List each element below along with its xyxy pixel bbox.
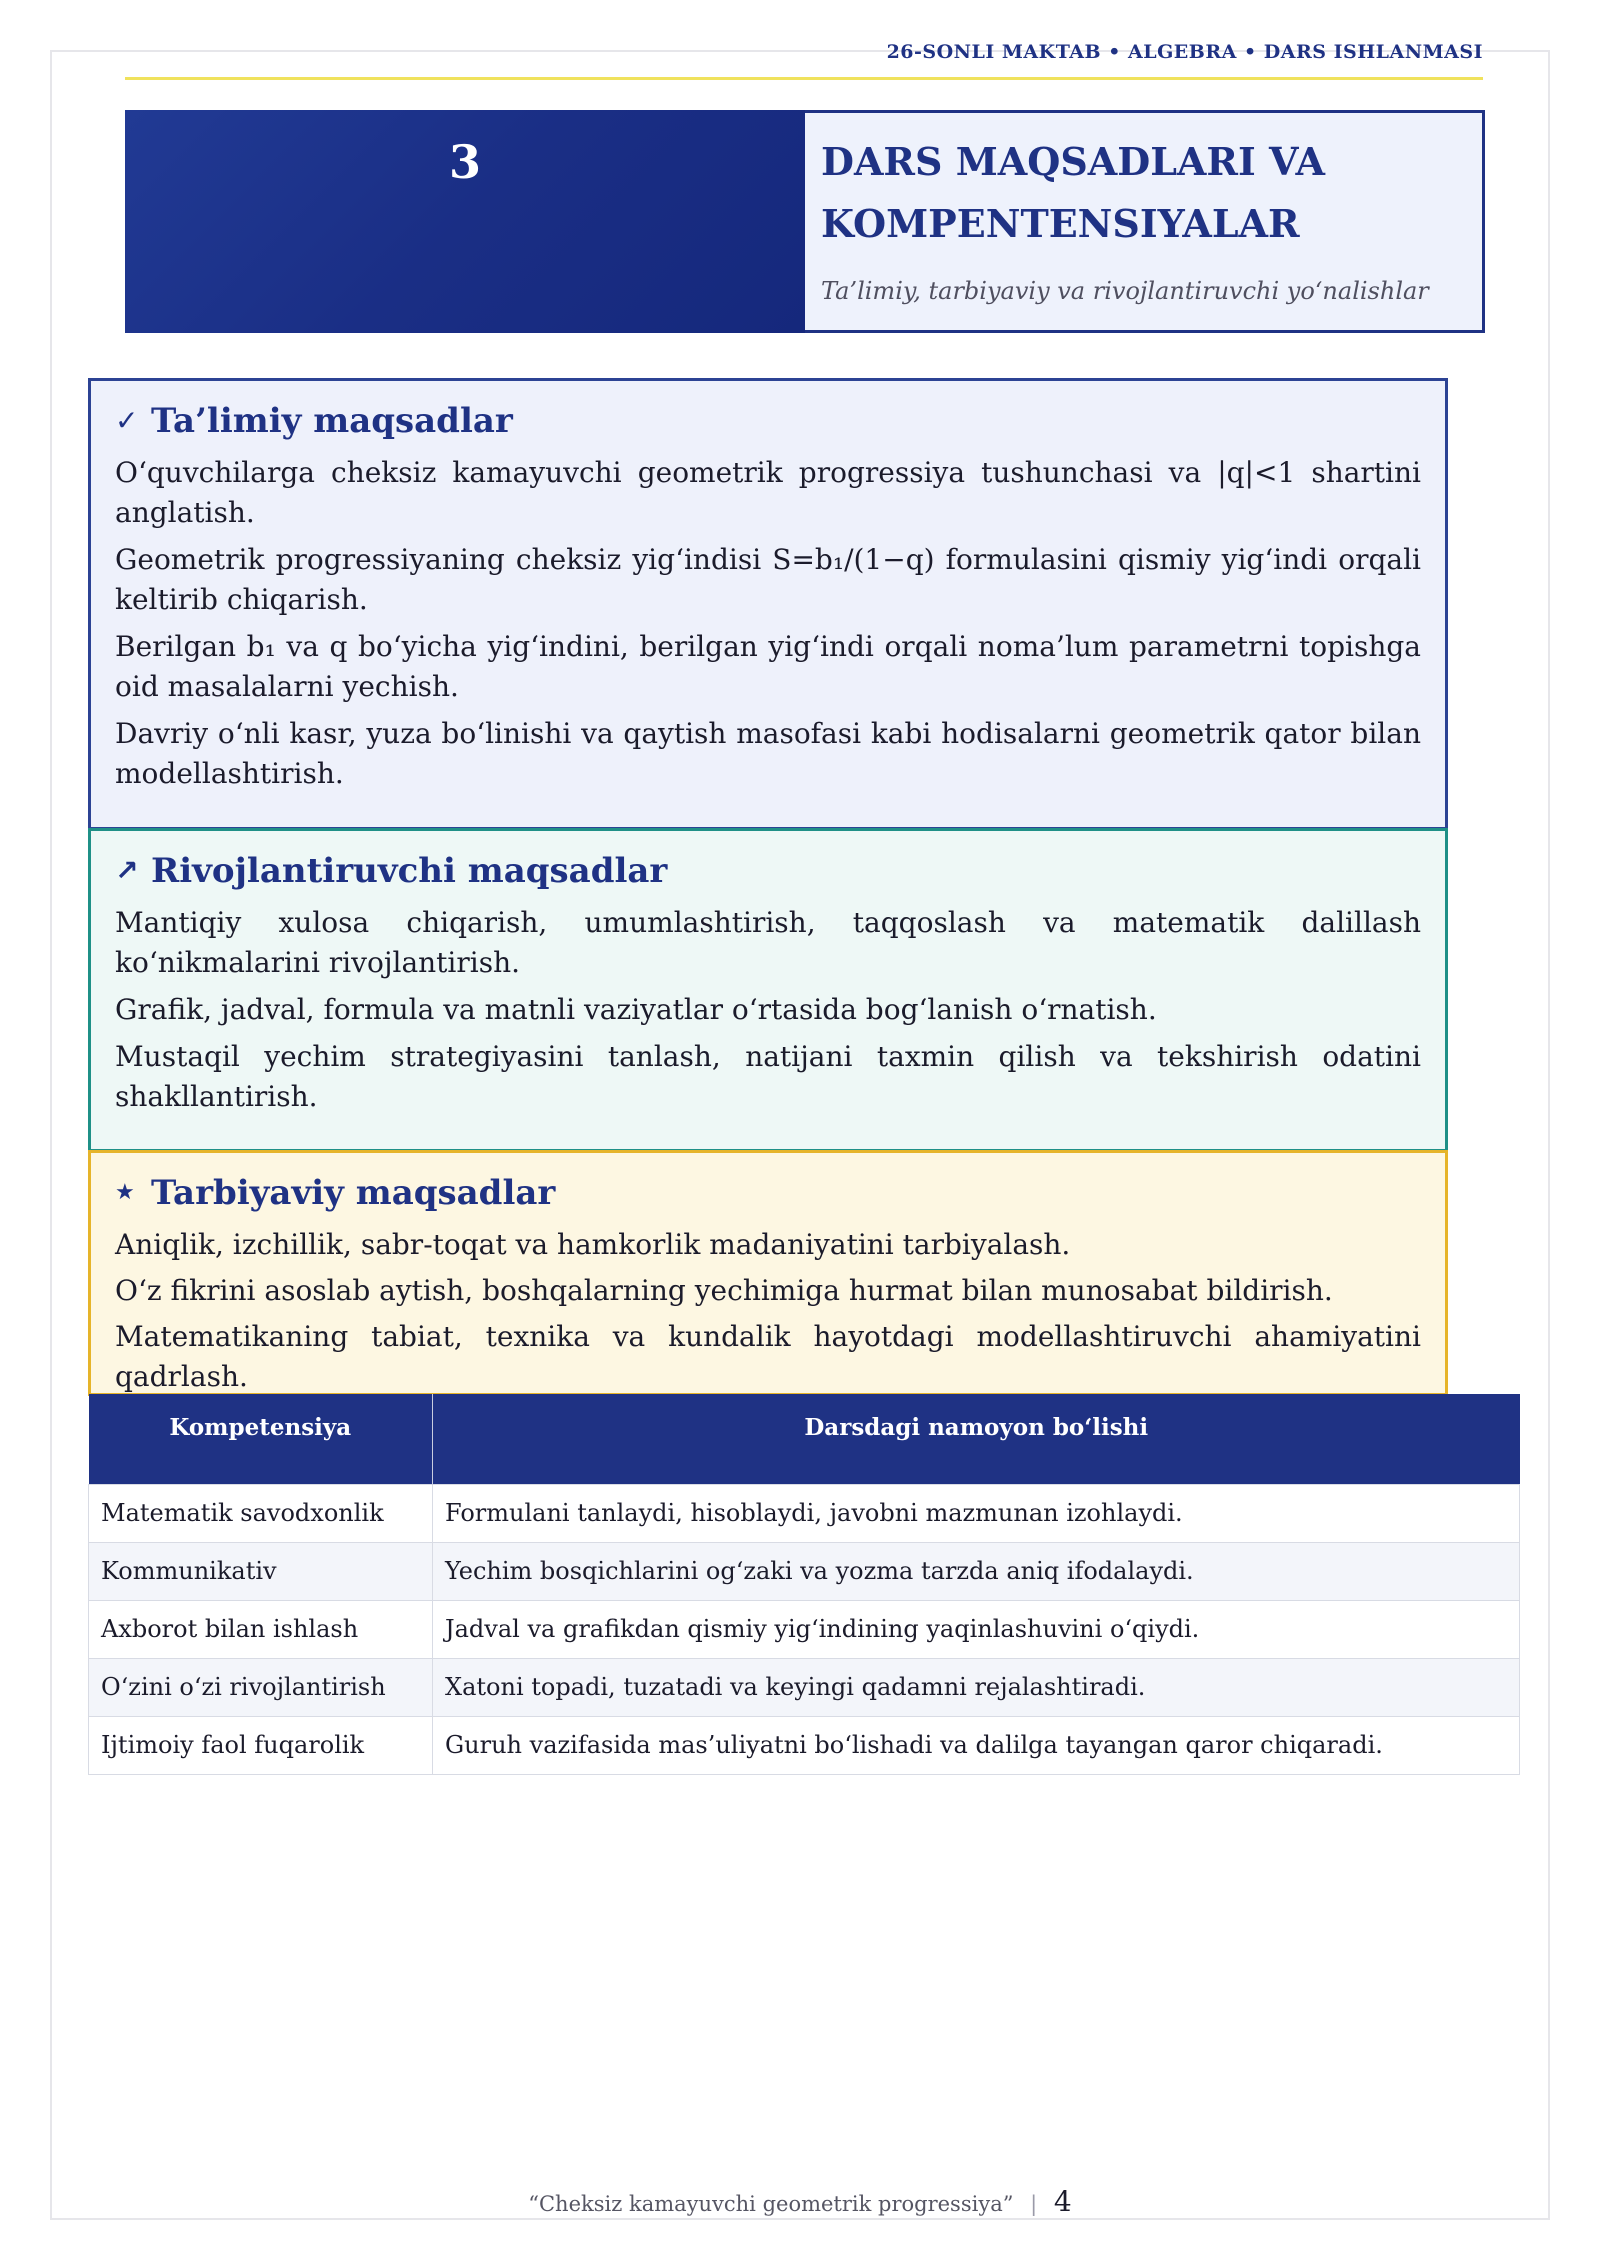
table-row [89, 1658, 1520, 1716]
table-row [89, 1484, 1520, 1542]
card-title-text: Tarbiyaviy maqsadlar [151, 1173, 556, 1213]
table-row [89, 1716, 1520, 1774]
developmental-goals-title [115, 849, 1421, 893]
star-icon: ★ [115, 1180, 135, 1205]
chapter-title: DARS MAQSADLARI VA KOMPENTENSIYALAR [821, 139, 1326, 246]
running-header: 26-SONLI MAKTAB • ALGEBRA • DARS ISHLANMASI [886, 41, 1483, 63]
goal-item: Mustaqil yechim strategiyasini tanlash, natijani taxmin qilish va tekshirish odatini shakllantirish. [115, 1040, 1421, 1113]
goal-item: O‘z fikrini asoslab aytish, boshqalarning yechimiga hurmat bilan munosabat bildirish. [115, 1274, 1333, 1307]
chapter-title-box [805, 110, 1485, 333]
goal-item: Berilgan b₁ va q bo‘yicha yig‘indini, berilgan yig‘indi orqali noma’lum parametrni topishga oid masalalarni yechish. [115, 630, 1421, 703]
chapter-number: 3 [448, 135, 481, 189]
manifestation-cell: Guruh vazifasida mas’uliyatni bo‘lishadi va dalilga tayangan qaror chiqaradi. [433, 1716, 1520, 1774]
upbringing-goals-title [115, 1171, 1421, 1215]
table-row [89, 1542, 1520, 1600]
trend-arrow-icon: ↗ [115, 854, 139, 887]
column-header-manifestation: Darsdagi namoyon bo‘lishi [433, 1394, 1520, 1484]
check-icon: ✓ [115, 404, 139, 437]
card-title-text: Rivojlantiruvchi maqsadlar [151, 851, 668, 891]
footer-doc-title: “Cheksiz kamayuvchi geometrik progressiya” [528, 2192, 1014, 2216]
footer-separator: | [1030, 2192, 1038, 2216]
goal-item: Aniqlik, izchillik, sabr-toqat va hamkorlik madaniyatini tarbiyalash. [115, 1228, 1071, 1261]
competency-cell: Matematik savodxonlik [89, 1484, 433, 1542]
manifestation-cell: Yechim bosqichlarini og‘zaki va yozma tarzda aniq ifodalaydi. [433, 1542, 1520, 1600]
manifestation-cell: Xatoni topadi, tuzatadi va keyingi qadamni rejalashtiradi. [433, 1658, 1520, 1716]
upbringing-goals-card [88, 1150, 1448, 1396]
chapter-number-block [125, 110, 805, 333]
goal-item: O‘quvchilarga cheksiz kamayuvchi geometrik progressiya tushunchasi va |q|<1 shartini anglatish. [115, 456, 1421, 529]
goal-item: Davriy o‘nli kasr, yuza bo‘linishi va qaytish masofasi kabi hodisalarni geometrik qator bilan modellashtirish. [115, 717, 1421, 790]
educational-goals-card [88, 378, 1448, 830]
goal-item: Matematikaning tabiat, texnika va kundalik hayotdagi modellashtiruvchi ahamiyatini qadrlash. [115, 1320, 1421, 1393]
manifestation-cell: Jadval va grafikdan qismiy yig‘indining yaqinlashuvini o‘qiydi. [433, 1600, 1520, 1658]
card-title-text: Ta’limiy maqsadlar [151, 401, 513, 441]
table-row [89, 1600, 1520, 1658]
column-header-competency: Kompetensiya [89, 1394, 433, 1484]
competency-cell: Ijtimoiy faol fuqarolik [89, 1716, 433, 1774]
goal-item: Grafik, jadval, formula va matnli vaziyatlar o‘rtasida bog‘lanish o‘rnatish. [115, 993, 1157, 1026]
educational-goals-title [115, 399, 1421, 443]
competency-cell: Kommunikativ [89, 1542, 433, 1600]
chapter-subtitle: Ta’limiy, tarbiyaviy va rivojlantiruvchi yo‘nalishlar [821, 277, 1429, 305]
manifestation-cell: Formulani tanlaydi, hisoblaydi, javobni mazmunan izohlaydi. [433, 1484, 1520, 1542]
page-number: 4 [1053, 2185, 1072, 2218]
developmental-goals-card [88, 828, 1448, 1152]
header-rule [125, 77, 1483, 80]
competency-cell: O‘zini o‘zi rivojlantirish [89, 1658, 433, 1716]
competency-cell: Axborot bilan ishlash [89, 1600, 433, 1658]
competency-table [88, 1394, 1520, 1775]
goal-item: Geometrik progressiyaning cheksiz yig‘indisi S=b₁/(1−q) formulasini qismiy yig‘indi orqali keltirib chiqarish. [115, 543, 1421, 616]
page-footer [0, 2187, 1600, 2219]
goal-item: Mantiqiy xulosa chiqarish, umumlashtirish, taqqoslash va matematik dalillash ko‘nikmalarini rivojlantirish. [115, 906, 1421, 979]
table-header-row [89, 1394, 1520, 1484]
